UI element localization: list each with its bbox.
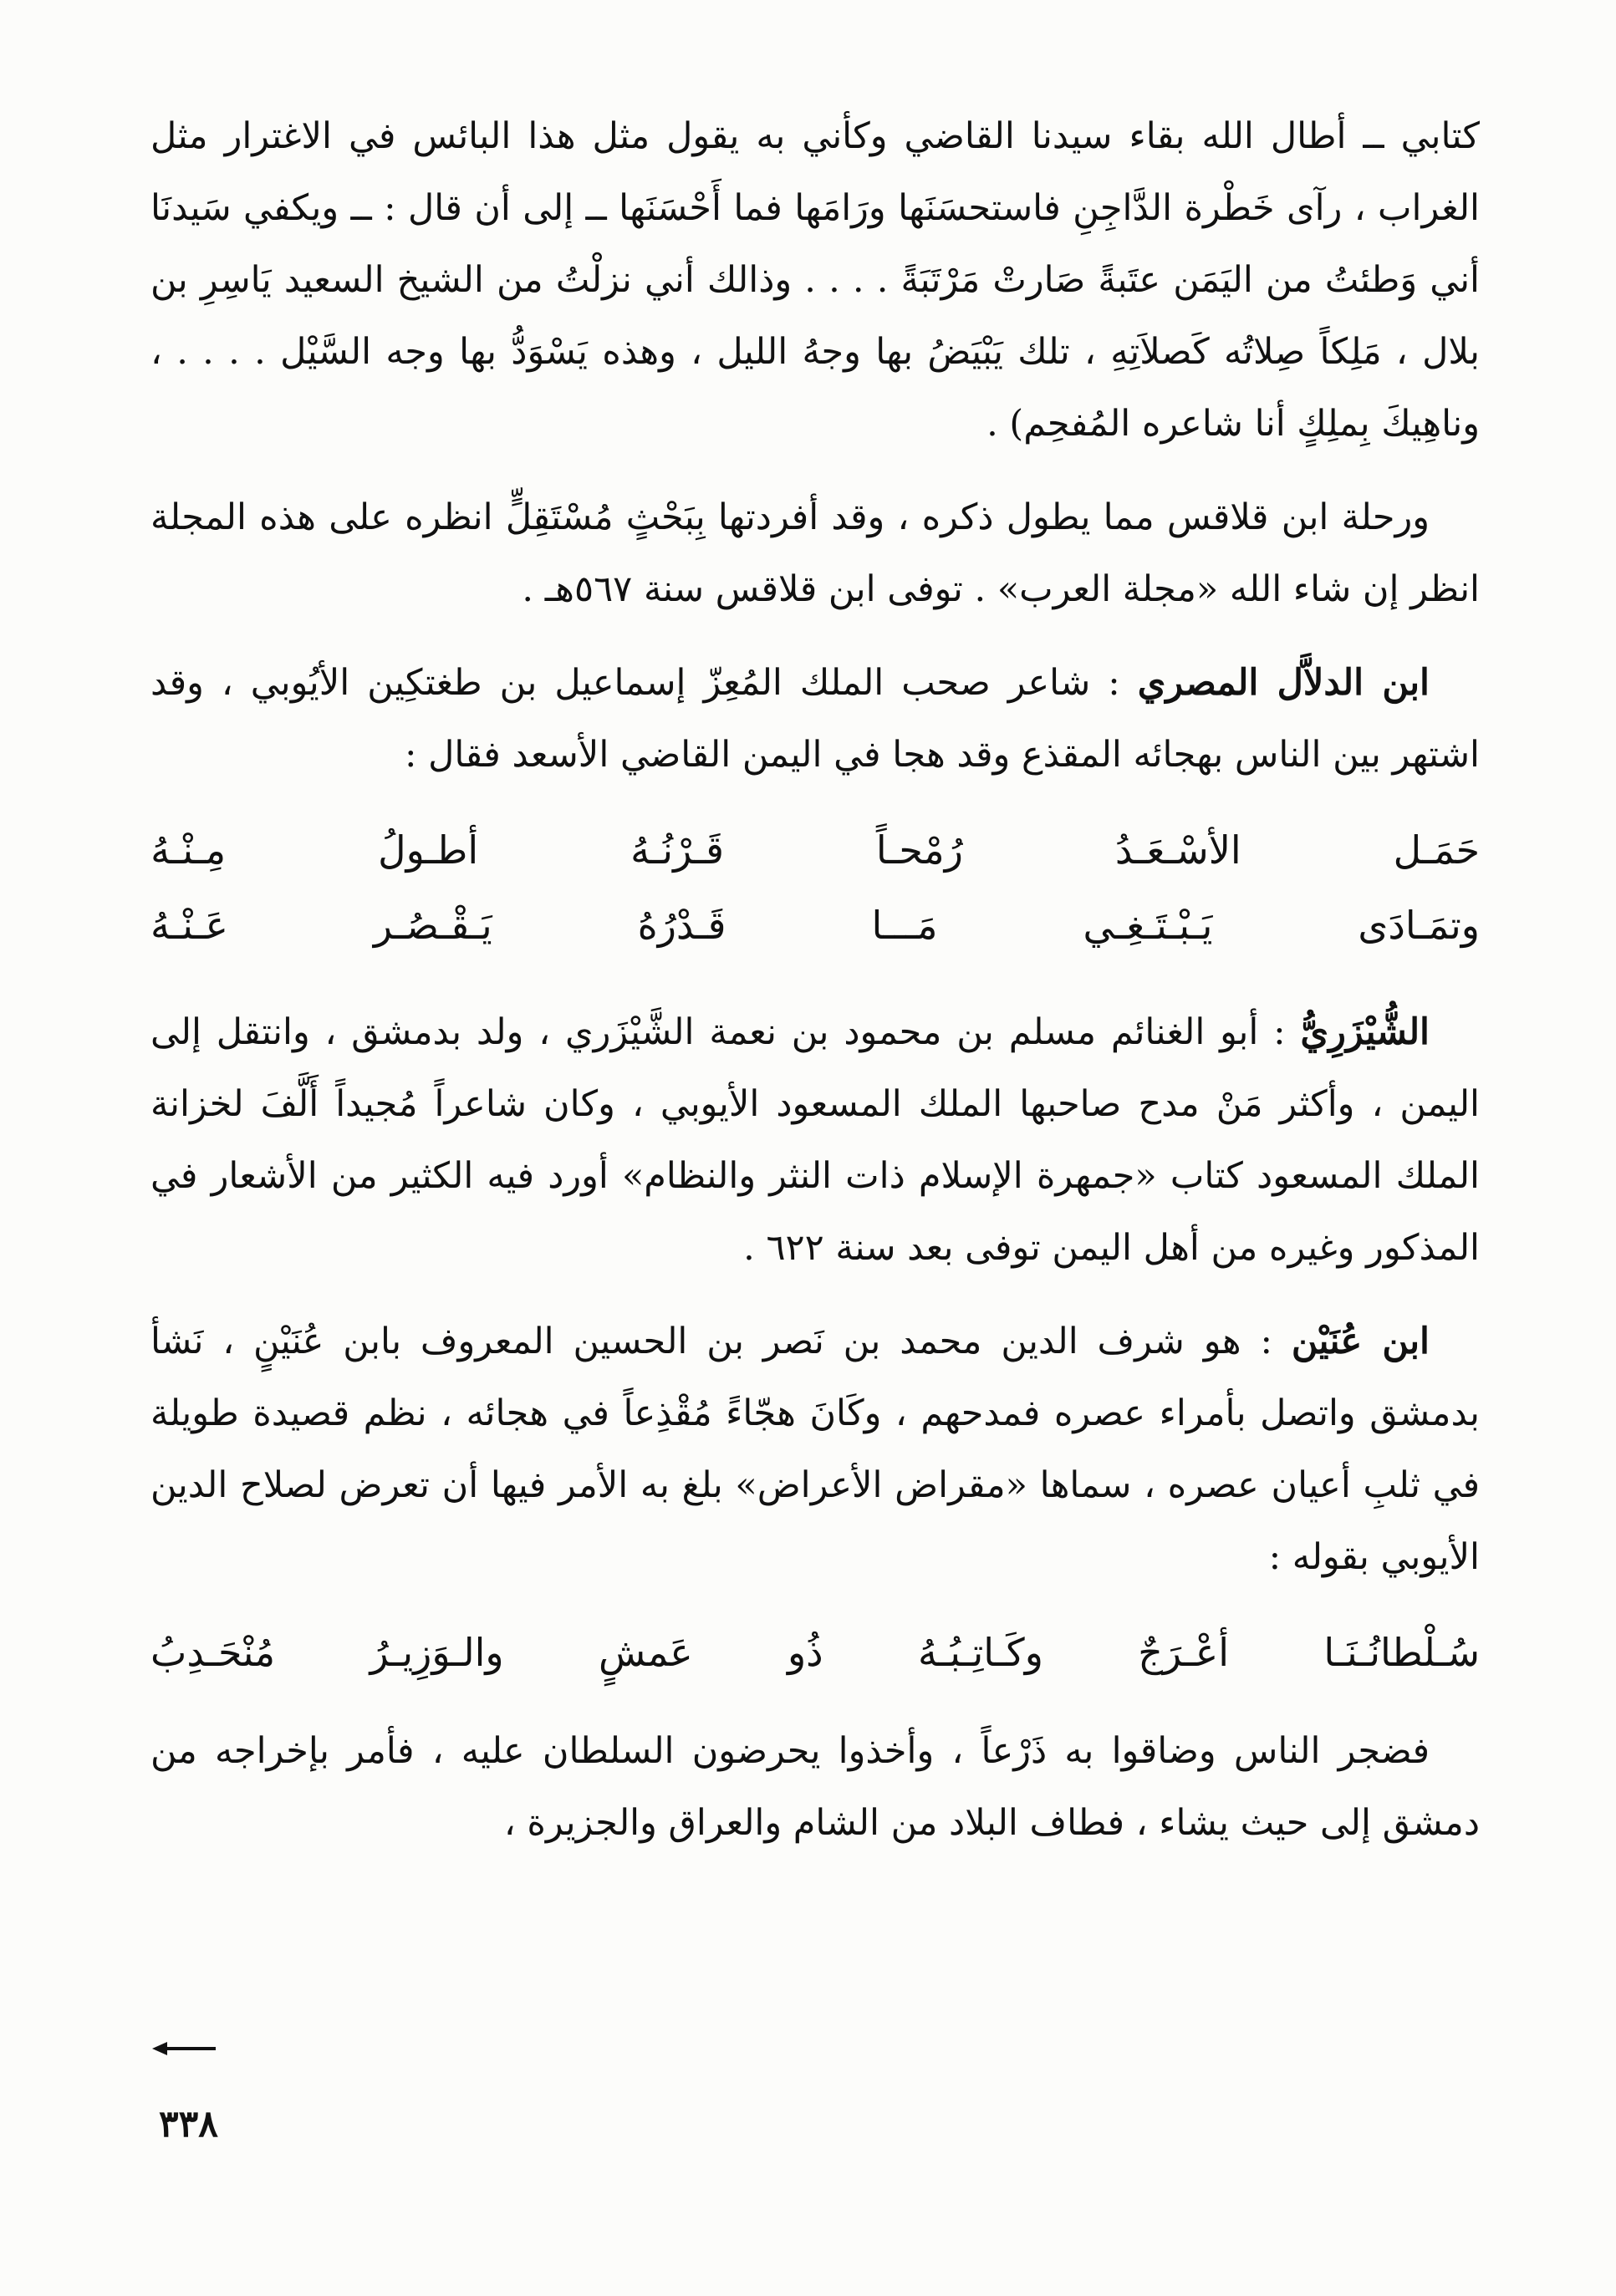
verse-1-line-2	[150, 888, 1480, 963]
paragraph-2-text: ورحلة ابن قلاقس مما يطول ذكره ، وقد أفردتها بِبَحْثٍ مُسْتَقِلٍّ انظره على هذه المجلة انظر إن شاء الله «مجلة العرب» . توفى ابن قلاقس سنة ٥٦٧هـ .	[150, 496, 1480, 610]
verse-word: مَـــا	[871, 903, 938, 948]
verse-word: قَـدْرُهُ	[637, 903, 726, 948]
paragraph-6-text: فضجر الناس وضاقوا به ذَرْعاً ، وأخذوا يحرضون السلطان عليه ، فأمر بإخراجه من دمشق إلى حيث يشاء ، فطاف البلاد من الشام والعراق والجزيرة ،	[150, 1730, 1480, 1844]
verse-word: عَـنْـهُ	[150, 903, 228, 948]
paragraph-5	[150, 1306, 1480, 1593]
verse-word: قَـرْنُـهُ	[630, 827, 724, 873]
verse-word: عَمشٍ	[598, 1630, 693, 1675]
verse-word: ذُو	[787, 1630, 823, 1675]
paragraph-1-text: كتابي ــ أطال الله بقاء سيدنا القاضي وكأني به يقول مثل هذا البائس في الاغترار مثل الغراب ، رآى خَطْرة الدَّاجِنِ فاستحسَنَها ورَامَها فما أَحْسَنَها ــ إلى أن قال : ــ ويكفي سَيدنَا أني وَطئتُ من اليَمَن عتَبةً صَارتْ مَرْتَبَةً . . . . وذالك أني نزلْتُ من الشيخ السعيد يَاسِرِ بن بلال ، مَلِكاً صِلاتُه كَصلاَتِهِ ، تلك يَبْيَضُ بها وجهُ الليل ، وهذه يَسْوَدُّ بها وجه السَّيْل . . . . ، وناهِيكَ بِملِكٍ أنا شاعره المُفحِم) .	[150, 115, 1480, 445]
paragraph-2	[150, 481, 1480, 625]
paragraph-1	[150, 100, 1480, 460]
paragraph-3	[150, 647, 1480, 791]
entry-name-ibn-al-dallal: ابن الدلاَّل المصري	[1137, 662, 1430, 704]
verse-word: أطـولُ	[378, 827, 479, 873]
paragraph-6	[150, 1715, 1480, 1859]
text-block	[150, 100, 1480, 1881]
paragraph-4	[150, 996, 1480, 1284]
paragraph-5-text: : هو شرف الدين محمد بن نَصر بن الحسين المعروف بابن عُنَيْنٍ ، نَشأ بدمشق واتصل بأمراء عصره فمدحهم ، وكَانَ هجّاءً مُقْذِعاً في هجائه ، نظم قصيدة طويلة في ثلبِ أعيان عصره ، سماها «مقراض الأعراض» بلغ به الأمر فيها أن تعرض لصلاح الدين الأيوبي بقوله :	[150, 1321, 1480, 1578]
entry-name-al-shayzari: الشُّيْزَرِيُّ	[1300, 1011, 1430, 1053]
verse-word: رُمْحـاً	[875, 827, 963, 873]
verse-word: مُنْحَـدِبُ	[150, 1630, 276, 1675]
verse-word: الأسْـعَـدُ	[1114, 827, 1241, 873]
verse-word: سُـلْطانُـنَـا	[1323, 1630, 1480, 1675]
left-arrow-icon	[152, 2041, 216, 2056]
paragraph-4-text: : أبو الغنائم مسلم بن محمود بن نعمة الشَّيْزَري ، ولد بدمشق ، وانتقل إلى اليمن ، وأكثر مَنْ مدح صاحبها الملك المسعود الأيوبي ، وكان شاعراً مُجيداً أَلَّفَ لخزانة الملك المسعود كتاب «جمهرة الإسلام ذات النثر والنظام» أورد فيه الكثير من الأشعار في المذكور وغيره من أهل اليمن توفى بعد سنة ٦٢٢ .	[150, 1011, 1480, 1269]
verse-word: وتمَـادَى	[1358, 903, 1480, 948]
verse-word: حَمَـل	[1393, 827, 1480, 873]
verse-block-2	[150, 1615, 1480, 1690]
verse-word: يَـقْـصُـر	[373, 903, 492, 948]
entry-name-ibn-unayn: ابن عُنَيْن	[1291, 1321, 1430, 1362]
page-number: ٣٣٨	[159, 2103, 218, 2146]
verse-word: أعْـرَجٌ	[1138, 1630, 1230, 1675]
verse-1-line-1	[150, 812, 1480, 888]
verse-word: مِـنْـهُ	[150, 827, 227, 873]
verse-block-1	[150, 812, 1480, 963]
verse-word: وكَـاتِـبُـهُ	[918, 1630, 1043, 1675]
verse-word: والـوَزِيـرُ	[370, 1630, 504, 1675]
paragraph-3-text: : شاعر صحب الملك المُعِزّ إسماعيل بن طغتكِين الأيُوبي ، وقد اشتهر بين الناس بهجائه المقذع وقد هجا في اليمن القاضي الأسعد فقال :	[150, 662, 1480, 776]
verse-word: يَـبْـتَـغِـي	[1083, 903, 1213, 948]
